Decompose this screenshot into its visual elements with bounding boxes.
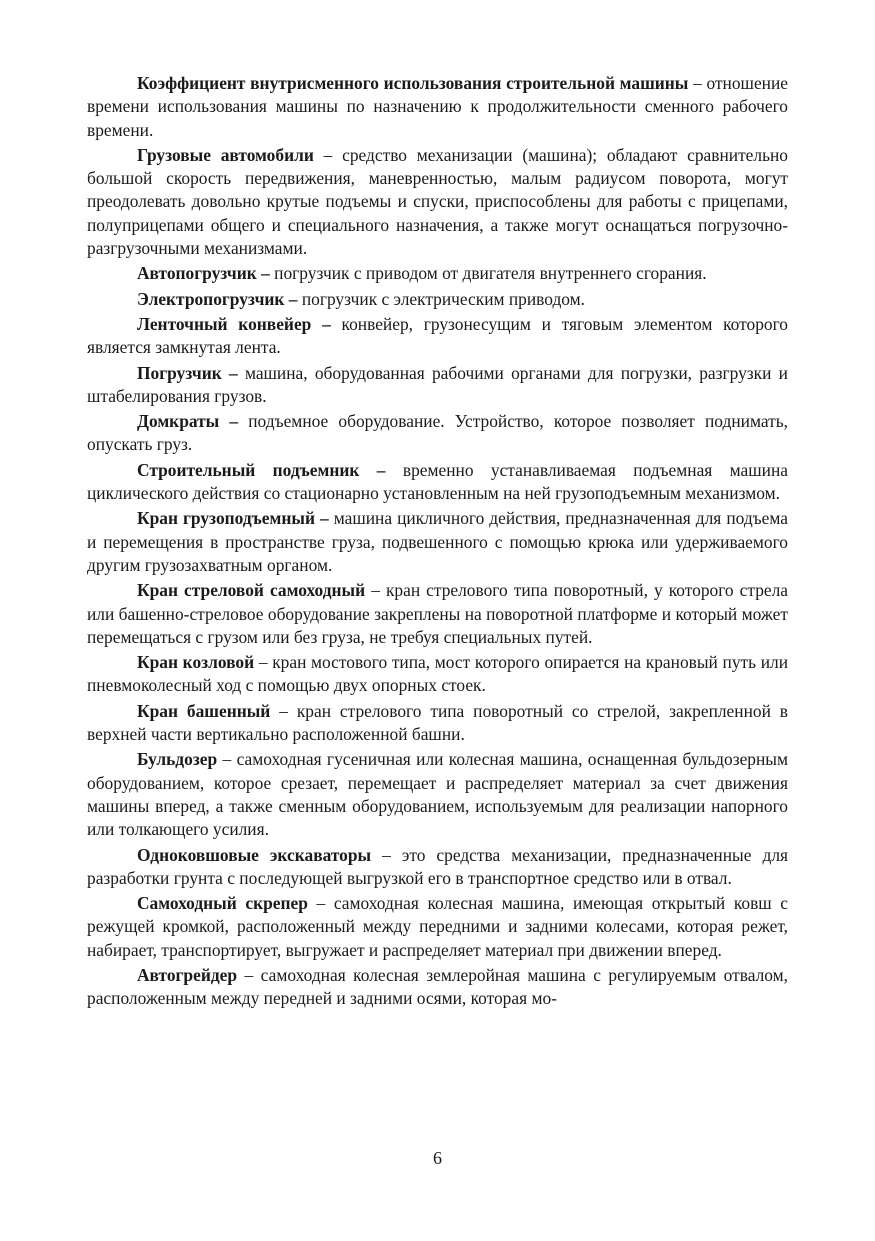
glossary-entry — [87, 313, 788, 360]
glossary-entry: Бульдозер – самоходная гусеничная или колесная машина, оснащенная бульдозерным оборудованием, которое срезает, перемещает и распределяет материал за счет движения машины вперед, а также сменным оборудованием, используемым для реализации напорного или толкающего усилия. — [87, 749, 788, 840]
glossary-term: Ленточный конвейер – — [137, 313, 331, 334]
glossary-definition: конвейер, грузонесущим и тяговым элементом которого является замкнутая лента. — [87, 313, 788, 358]
glossary-term: Автогрейдер — [137, 964, 238, 985]
glossary-entry — [87, 459, 788, 506]
glossary-entry: Автогрейдер – самоходная колесная землеройная машина с регулируемым отвалом, расположенным между передней и задними осями, которая мо- — [87, 964, 788, 1009]
glossary-entry: Одноковшовые экскаваторы – это средства механизации, предназначенные для разработки грунта с последующей выгрузкой его в транспортное средство или в отвал. — [87, 844, 789, 888]
glossary-definition: это средства механизации, предназначенные для разработки грунта с последующей выгрузкой его в транспортное средство или в отвал. — [87, 844, 789, 888]
glossary-entry: Самоходный скрепер – самоходная колесная машина, имеющая открытый ковш с режущей кромкой, расположенный между передними и задними колесами, которая режет, набирает, транспортирует, выгружает и распределяет материал при движении вперед. — [87, 893, 789, 960]
glossary-term: Кран грузоподъемный – — [137, 508, 329, 529]
glossary-term: Домкраты – — [137, 411, 239, 432]
glossary-entry — [87, 262, 788, 285]
glossary-definition: погрузчик с приводом от двигателя внутреннего сгорания. — [274, 263, 707, 284]
glossary-term: Кран стреловой самоходный — [137, 580, 366, 601]
glossary-term: Автопогрузчик – — [137, 263, 270, 284]
glossary-definition: средство механизации (машина); обладают сравнительно большой скорость передвижения, маневренностью, малым радиусом поворота, могут преодолевать довольно крутые подъемы и спуски, приспособлены для работы с прицепами, полуприцепами общего и специального назначения, а также могут оснащаться погрузочно- разгрузочными механизмами. — [87, 144, 788, 259]
glossary-term: Грузовые автомобили — [137, 144, 314, 165]
glossary-definition: самоходная колесная землеройная машина с регулируемым отвалом, расположенным между передней и задними осями, которая мо- — [87, 964, 788, 1009]
document-page — [87, 72, 788, 1013]
glossary-definition: временно устанавливаемая подъемная машина циклического действия со стационарно установленным на ней грузоподъемным механизмом. — [87, 459, 788, 504]
glossary-term: Одноковшовые экскаваторы — [137, 844, 372, 865]
glossary-entry: Кран козловой – кран мостового типа, мост которого опирается на крановый путь или пневмоколесный ход с помощью двух опорных стоек. — [87, 652, 789, 696]
glossary-entry — [87, 362, 788, 409]
page-number: 6 — [433, 1148, 442, 1168]
glossary-term: Бульдозер — [137, 749, 218, 770]
glossary-definition: отношение времени использования машины по назначению к продолжительности сменного рабочего времени. — [87, 73, 788, 140]
glossary-term: Погрузчик – — [137, 362, 238, 383]
glossary-entry: Коэффициент внутрисменного использования строительной машины – отношение времени использования машины по назначению к продолжительности сменного рабочего времени. — [87, 73, 788, 140]
glossary-entry — [87, 410, 788, 457]
glossary-entry: Кран стреловой самоходный – кран стрелового типа поворотный, у которого стрела или башенно-стреловое оборудование закреплены на поворотной платформе и который может перемещаться с грузом или без груза, не требуя специальных путей. — [87, 580, 789, 647]
glossary-definition: подъемное оборудование. Устройство, которое позволяет поднимать, опускать груз. — [87, 411, 788, 455]
glossary-definition: машина цикличного действия, предназначенная для подъема и перемещения в пространстве груза, подвешенного с помощью крюка или удерживаемого другим грузозахватным органом. — [87, 508, 788, 575]
glossary-definition: самоходная гусеничная или колесная машина, оснащенная бульдозерным оборудованием, которое срезает, перемещает и распределяет материал за счет движения машины вперед, а также сменным оборудованием, используемым для реализации напорного или толкающего усилия. — [87, 749, 788, 840]
glossary-term: Кран козловой — [137, 652, 255, 673]
glossary-definition: погрузчик с электрическим приводом. — [301, 288, 586, 309]
glossary-entry: Кран башенный – кран стрелового типа поворотный со стрелой, закрепленной в верхней части вертикально расположенной башни. — [87, 700, 789, 745]
glossary-term: Электропогрузчик – — [137, 288, 298, 309]
glossary-term: Кран башенный — [137, 700, 271, 721]
glossary-definition: кран стрелового типа поворотный, у которого стрела или башенно-стреловое оборудование закреплены на поворотной платформе и который может перемещаться с грузом или без груза, не требуя специальных путей. — [87, 580, 789, 647]
glossary-definition: кран мостового типа, мост которого опирается на крановый путь или пневмоколесный ход с помощью двух опорных стоек. — [87, 652, 789, 696]
glossary-term: Коэффициент внутрисменного использования строительной машины — [137, 73, 689, 93]
glossary-term: Строительный подъемник – — [137, 459, 386, 480]
glossary-entry: Грузовые автомобили – средство механизации (машина); обладают сравнительно большой скорость передвижения, маневренностью, малым радиусом поворота, могут преодолевать довольно крутые подъемы и спуски, приспособлены для работы с прицепами, полуприцепами общего и специального назначения, а также могут оснащаться погрузочно- разгрузочными механизмами. — [87, 144, 788, 259]
glossary-entry — [87, 507, 788, 577]
glossary-definition: самоходная колесная машина, имеющая открытый ковш с режущей кромкой, расположенный между передними и задними колесами, которая режет, набирает, транспортирует, выгружает и распределяет материал при движении вперед. — [87, 893, 789, 960]
glossary-definition: кран стрелового типа поворотный со стрелой, закрепленной в верхней части вертикально расположенной башни. — [87, 700, 789, 745]
glossary-term: Самоходный скрепер — [137, 893, 308, 914]
glossary-entry — [87, 288, 788, 311]
glossary-definition: машина, оборудованная рабочими органами для погрузки, разгрузки и штабелирования грузов. — [87, 362, 788, 406]
